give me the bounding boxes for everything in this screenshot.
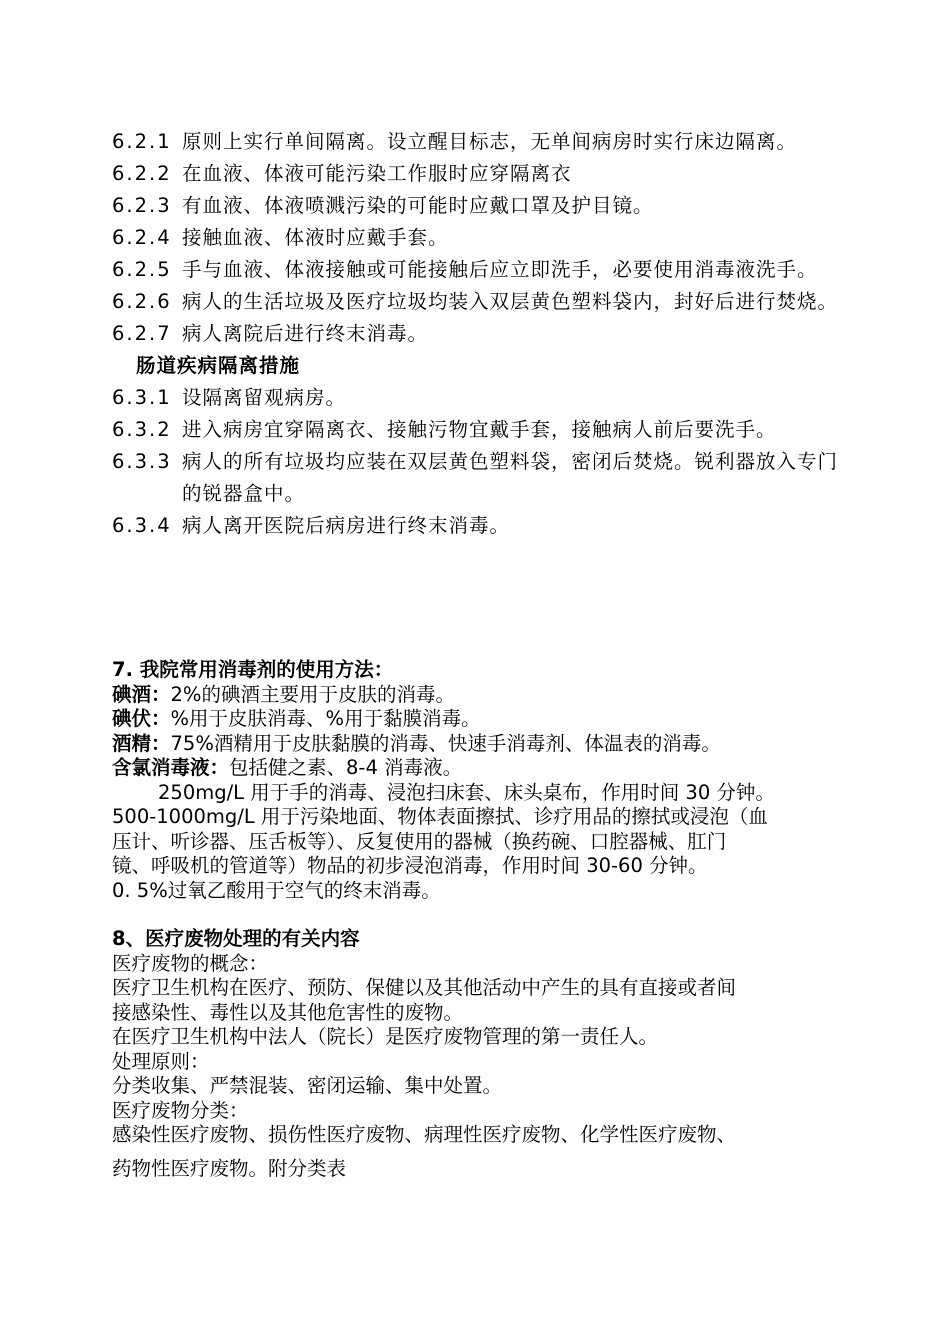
item-number: 6.2.1 bbox=[112, 130, 172, 153]
item-text: 在血液、体液可能污染工作服时应穿隔离衣 bbox=[182, 162, 572, 185]
waste-classification-line-2: 药物性医疗废物。附分类表 bbox=[112, 1156, 347, 1180]
waste-classification-label: 医疗废物分类： bbox=[112, 1098, 249, 1122]
chlorine-usage-line-1: 250mg/L 用于手的消毒、浸泡扫床套、床头桌布，作用时间 30 分钟。 bbox=[158, 780, 775, 804]
item-text: 病人离开医院后病房进行终末消毒。 bbox=[182, 514, 511, 537]
isolation-measures-list bbox=[112, 126, 842, 542]
item-number: 6.3.3 bbox=[112, 450, 172, 473]
item-number: 6.2.6 bbox=[112, 290, 172, 313]
waste-concept-label: 医疗废物的概念： bbox=[112, 951, 269, 975]
item-text: 病人的所有垃圾均应装在双层黄色塑料袋，密闭后焚烧。锐利器放入专门的锐器盒中。 bbox=[182, 450, 839, 505]
section-spacer bbox=[112, 903, 842, 927]
item-number: 6.3.1 bbox=[112, 386, 172, 409]
waste-responsibility-line: 在医疗卫生机构中法人（院长）是医疗废物管理的第一责任人。 bbox=[112, 1025, 659, 1048]
document-body bbox=[112, 658, 842, 1188]
item-text: 原则上实行单间隔离。设立醒目标志，无单间病房时实行床边隔离。 bbox=[182, 130, 798, 153]
list-item bbox=[112, 222, 842, 254]
iodophor-label: 碘伏： bbox=[112, 707, 171, 730]
chlorine-text: 包括健之素、8-4 消毒液。 bbox=[229, 756, 463, 779]
list-item bbox=[112, 190, 842, 222]
item-text: 设隔离留观病房。 bbox=[182, 386, 347, 409]
item-number: 6.3.2 bbox=[112, 418, 172, 441]
item-text: 有血液、体液喷溅污染的可能时应戴口罩及护目镜。 bbox=[182, 194, 654, 217]
item-text: 病人离院后进行终末消毒。 bbox=[182, 322, 429, 345]
alcohol-label: 酒精： bbox=[112, 731, 171, 755]
chlorine-label: 含氯消毒液： bbox=[112, 756, 230, 779]
disinfectant-heading: 7. 我院常用消毒剂的使用方法： bbox=[112, 658, 394, 681]
item-number: 6.2.7 bbox=[112, 322, 172, 345]
item-number: 6.2.4 bbox=[112, 226, 172, 249]
iodophor-line bbox=[112, 707, 842, 732]
item-number: 6.2.2 bbox=[112, 162, 172, 185]
list-item bbox=[112, 158, 842, 190]
item-text: 接触血液、体液时应戴手套。 bbox=[182, 226, 449, 249]
item-number: 6.2.5 bbox=[112, 258, 172, 281]
peracetic-acid-line: 0. 5%过氧乙酸用于空气的终末消毒。 bbox=[112, 878, 441, 902]
medical-waste-heading: 8、医疗废物处理的有关内容 bbox=[112, 927, 360, 950]
iodine-text: 2%的碘酒主要用于皮肤的消毒。 bbox=[170, 682, 455, 706]
list-item bbox=[112, 510, 842, 542]
intestinal-isolation-subheading: 肠道疾病隔离措施 bbox=[136, 354, 301, 377]
list-item bbox=[112, 254, 842, 286]
waste-principle-line: 分类收集、严禁混装、密闭运输、集中处置。 bbox=[112, 1074, 503, 1097]
list-item bbox=[112, 414, 842, 446]
item-text: 进入病房宜穿隔离衣、接触污物宜戴手套，接触病人前后要洗手。 bbox=[182, 418, 777, 441]
list-item bbox=[112, 126, 842, 158]
chlorine-usage-line-3: 压计、听诊器、压舌板等）、反复使用的器械（换药碗、口腔器械、肛门 bbox=[112, 829, 727, 853]
waste-concept-line-2: 接感染性、毒性以及其他危害性的废物。 bbox=[112, 1000, 464, 1024]
iodine-label: 碘酒： bbox=[112, 682, 171, 706]
item-text: 病人的生活垃圾及医疗垃圾均装入双层黄色塑料袋内，封好后进行焚烧。 bbox=[182, 290, 839, 313]
chlorine-usage-line-2: 500-1000mg/L 用于污染地面、物体表面擦拭、诊疗用品的擦拭或浸泡（血 bbox=[112, 805, 768, 828]
chlorine-usage-line-4: 镜、呼吸机的管道等）物品的初步浸泡消毒，作用时间 30-60 分钟。 bbox=[112, 854, 708, 877]
item-text: 手与血液、体液接触或可能接触后应立即洗手，必要使用消毒液洗手。 bbox=[182, 258, 818, 281]
list-item bbox=[112, 382, 842, 414]
waste-concept-line-1: 医疗卫生机构在医疗、预防、保健以及其他活动中产生的具有直接或者间 bbox=[112, 976, 737, 999]
iodine-line bbox=[112, 683, 842, 708]
list-item bbox=[112, 286, 842, 318]
item-number: 6.2.3 bbox=[112, 194, 172, 217]
iodophor-text: %用于皮肤消毒、%用于黏膜消毒。 bbox=[170, 707, 481, 730]
alcohol-line bbox=[112, 732, 842, 757]
waste-classification-line-1: 感染性医疗废物、损伤性医疗废物、病理性医疗废物、化学性医疗废物、 bbox=[112, 1123, 737, 1146]
item-number: 6.3.4 bbox=[112, 514, 172, 537]
list-item bbox=[112, 318, 842, 350]
chlorine-line bbox=[112, 756, 842, 781]
alcohol-text: 75%酒精用于皮肤黏膜的消毒、快速手消毒剂、体温表的消毒。 bbox=[170, 731, 721, 755]
waste-principle-label: 处理原则： bbox=[112, 1049, 210, 1073]
list-item bbox=[112, 446, 842, 510]
